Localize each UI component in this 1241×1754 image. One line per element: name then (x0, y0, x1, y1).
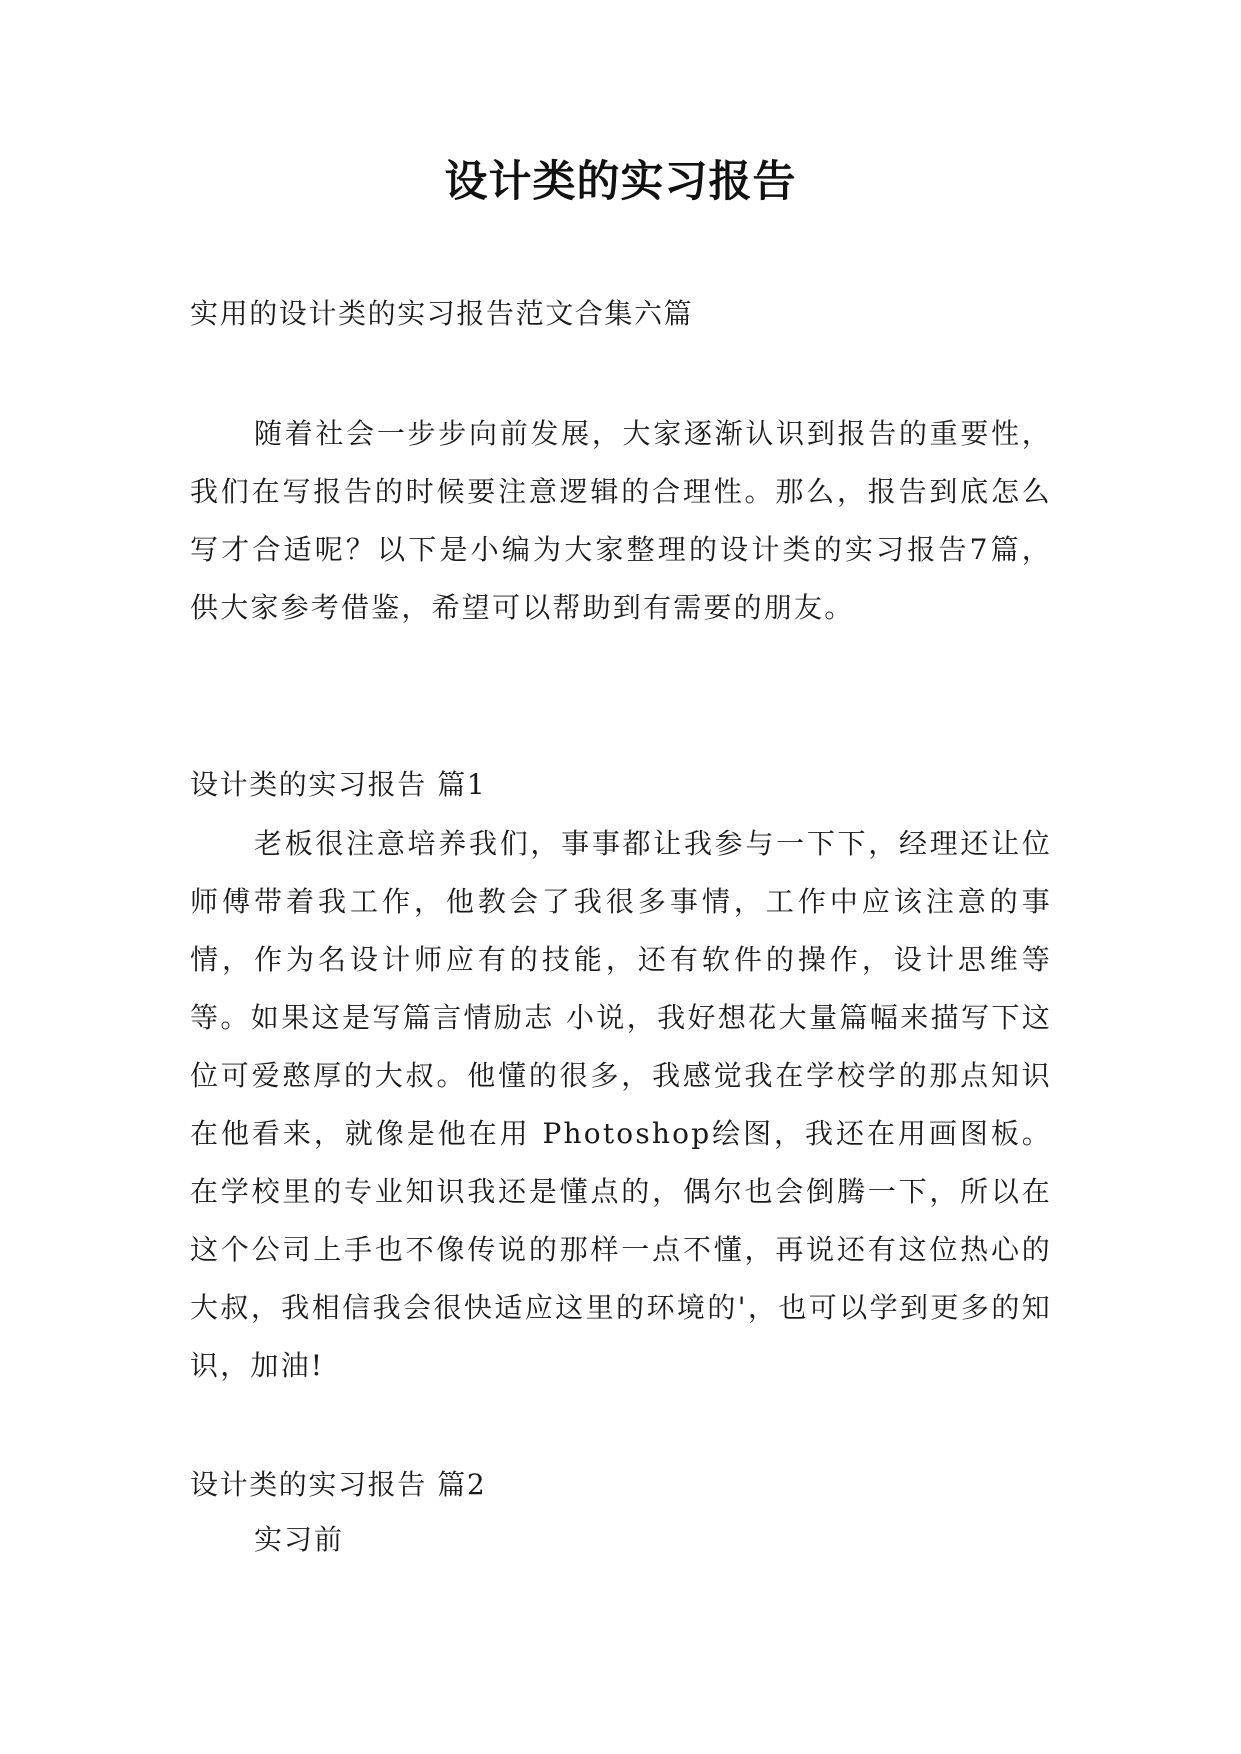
section-2-heading: 设计类的实习报告 篇2 (190, 1468, 487, 1501)
section-1-heading: 设计类的实习报告 篇1 (190, 768, 487, 801)
document-title: 设计类的实习报告 (444, 157, 797, 207)
section-1-body: 老板很注意培养我们，事事都让我参与一下下，经理还让位师傅带着我工作，他教会了我很多事情，工作中应该注意的事情，作为名设计师应有的技能，还有软件的操作，设计思维等等。如果这是写篇言情励志 小说，我好想花大量篇幅来描写下这位可爱憨厚的大叔。他懂的很多，我感觉我在学校学的那点知识在他看来，就像是他在用 Photoshop绘图，我还在用画图板。在学校里的专业知识我还是懂点的，偶尔也会倒腾一下，所以在这个公司上手也不像传说的那样一点不懂，再说还有这位热心的大叔，我相信我会很快适应这里的环境的'，也可以学到更多的知识，加油! (190, 827, 1052, 1382)
intro-paragraph: 随着社会一步步向前发展，大家逐渐认识到报告的重要性，我们在写报告的时候要注意逻辑的合理性。那么，报告到底怎么写才合适呢？以下是小编为大家整理的设计类的实习报告7篇，供大家参考借鉴，希望可以帮助到有需要的朋友。 (190, 417, 1052, 624)
document-subtitle: 实用的设计类的实习报告范文合集六篇 (190, 297, 694, 330)
section-2-first-line: 实习前 (254, 1523, 345, 1556)
